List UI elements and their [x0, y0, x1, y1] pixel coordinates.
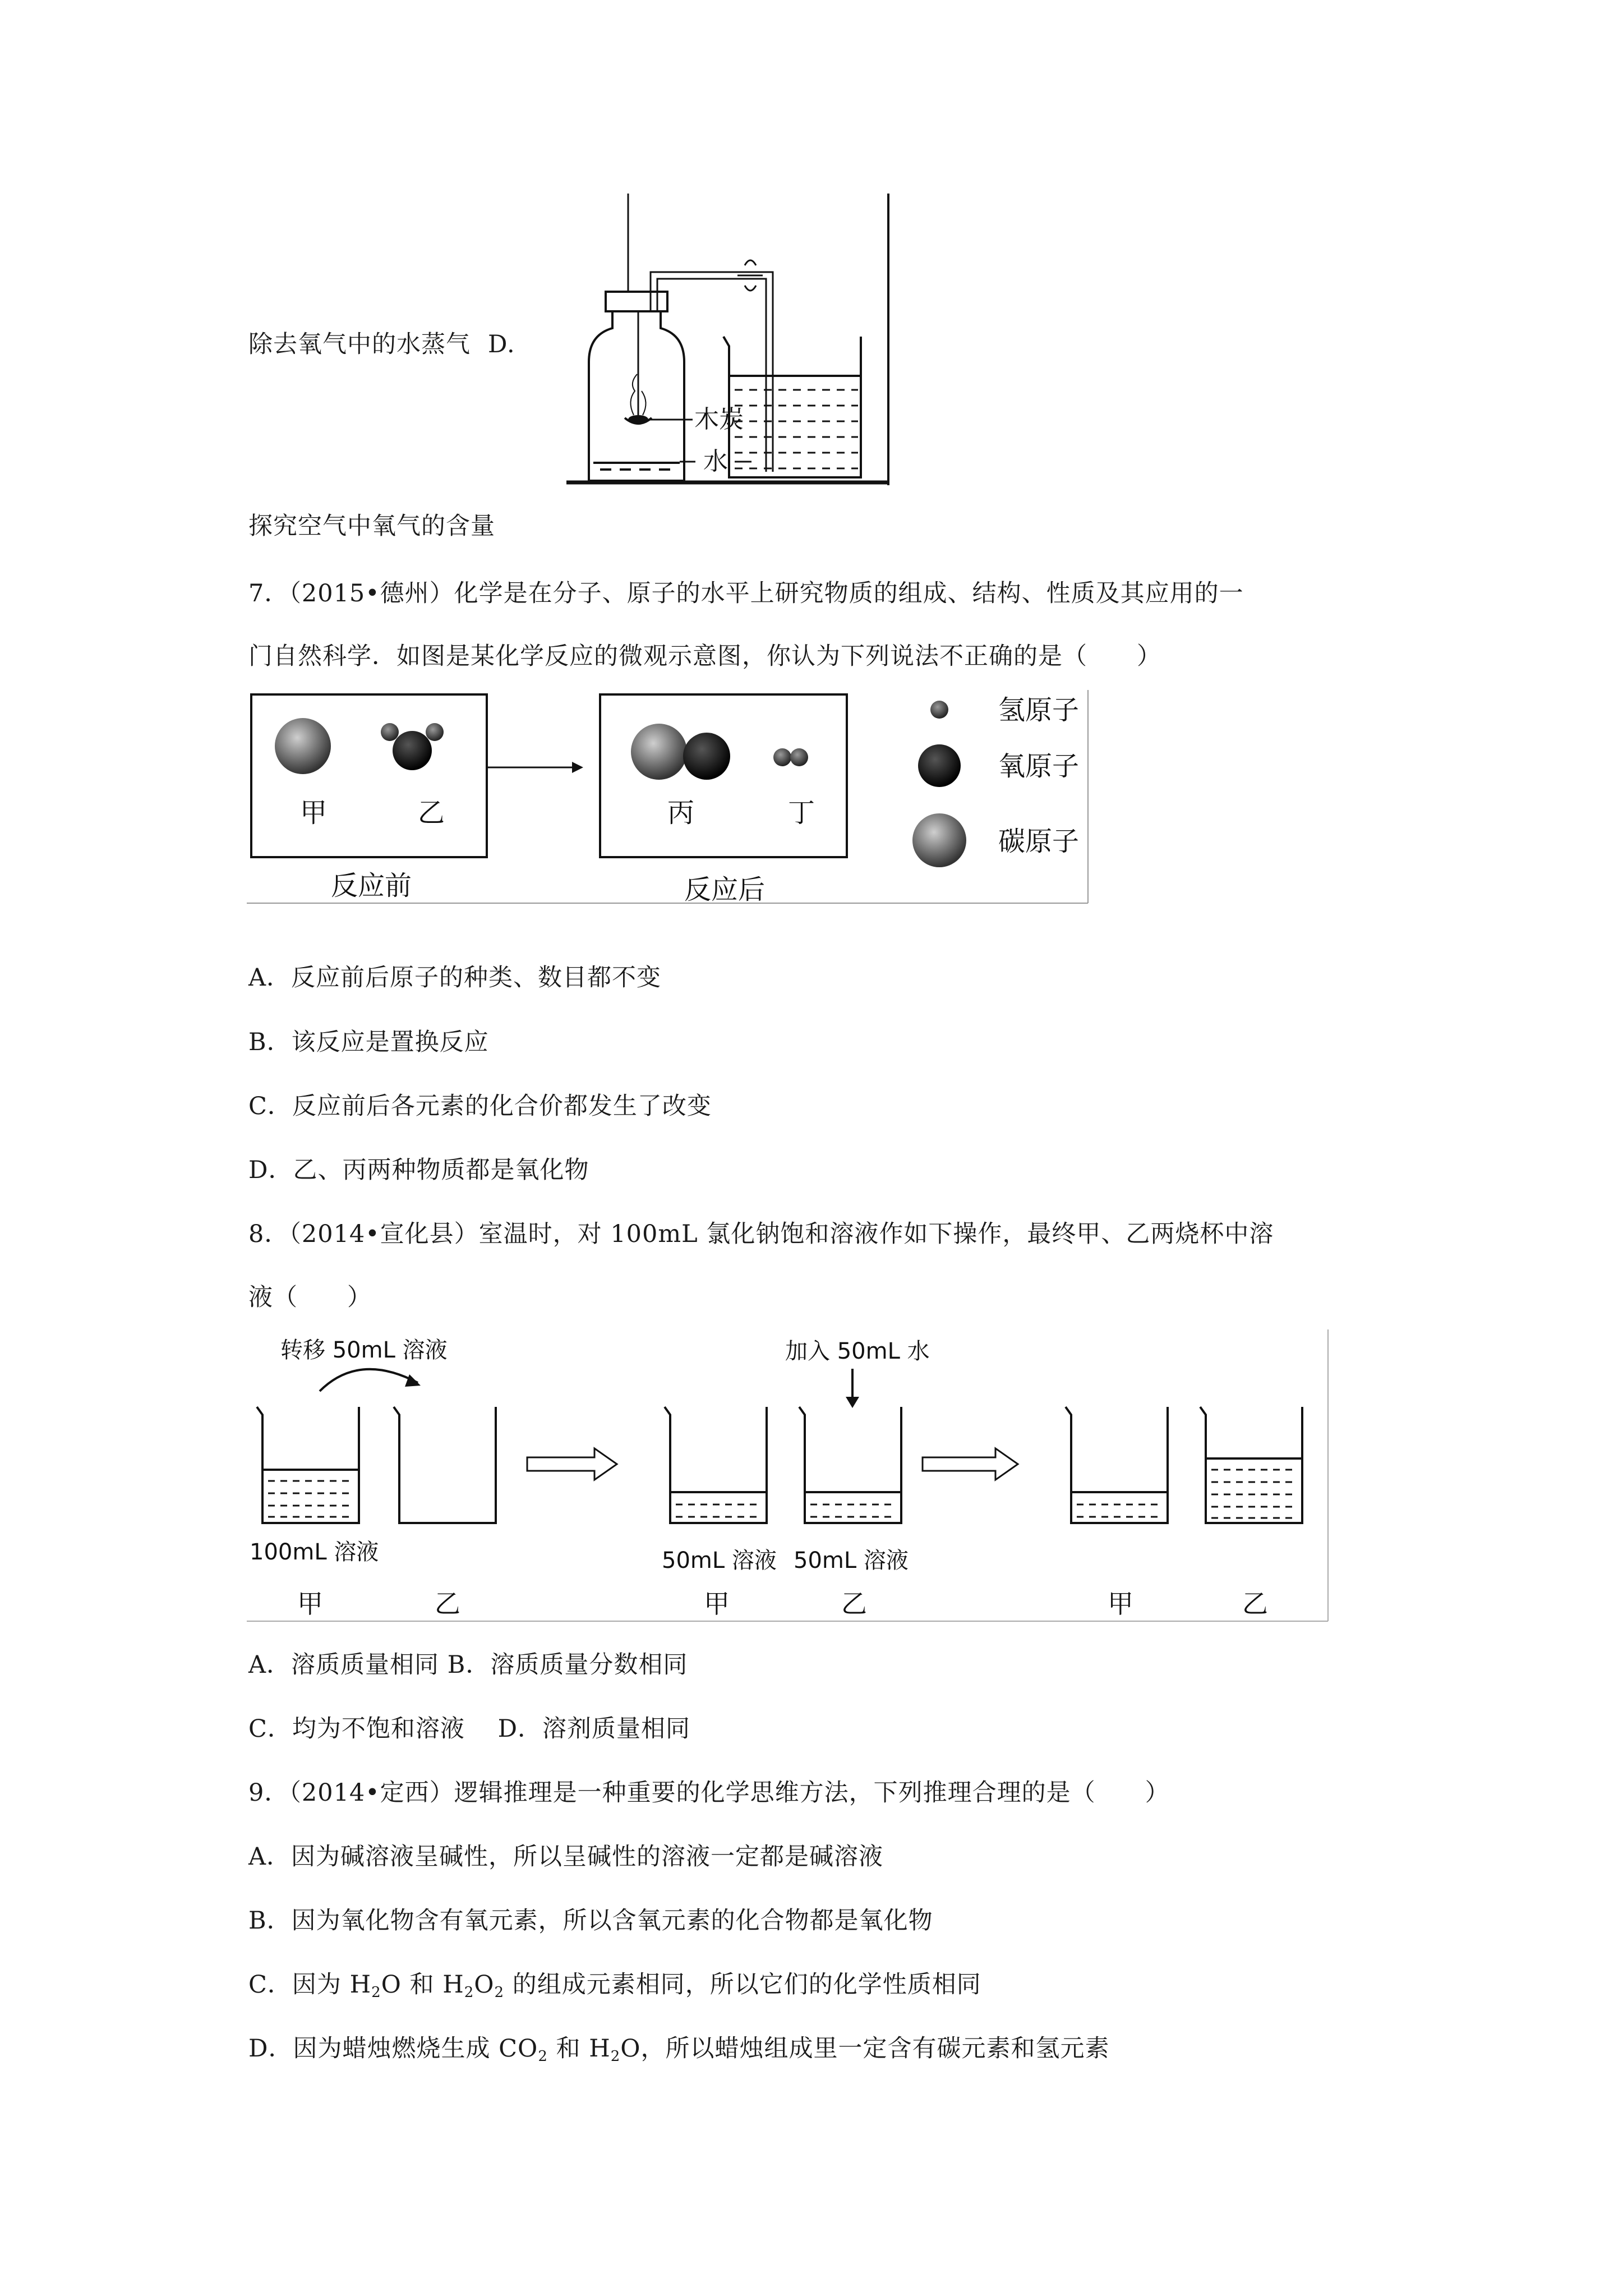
label-100ml: 100mL 溶液: [250, 1539, 379, 1565]
q7-option-d: D．乙、丙两种物质都是氧化物: [248, 1156, 589, 1184]
option-d-caption: 探究空气中氧气的含量: [248, 512, 495, 540]
step1-yi: 乙: [435, 1589, 460, 1619]
step3-yi: 乙: [1242, 1589, 1268, 1619]
q7-option-b: B．该反应是置换反应: [248, 1028, 489, 1056]
step1-jia: 甲: [297, 1589, 323, 1619]
q7-option-c: C．反应前后各元素的化合价都发生了改变: [248, 1092, 712, 1120]
transfer-label: 转移 50mL 溶液: [280, 1337, 448, 1363]
q7-jia: 甲: [300, 797, 328, 829]
q8-stem-line1: 8．（2014•宣化县）室温时，对 100mL 氯化钠饱和溶液作如下操作，最终甲、乙两烧杯中溶: [248, 1220, 1274, 1248]
q7-bing: 丙: [667, 797, 695, 829]
q9-option-a: A．因为碱溶液呈碱性，所以呈碱性的溶液一定都是碱溶液: [248, 1843, 884, 1871]
add-water-label: 加入 50mL 水: [785, 1338, 930, 1364]
option-d-marker: D.: [488, 330, 515, 358]
q9-option-c: C．因为 $H_2O$ 和 $H_2O_2$ 的组成元素相同，所以它们的化学性质相同: [248, 1971, 981, 2001]
q7-option-a: A．反应前后原子的种类、数目都不变: [248, 964, 662, 992]
q7-stem-line1: 7．（2015•德州）化学是在分子、原子的水平上研究物质的组成、结构、性质及其应用的一: [248, 579, 1244, 608]
before-label: 反应前: [331, 870, 412, 901]
label-50ml-a: 50mL 溶液: [662, 1548, 777, 1573]
q7-ding: 丁: [788, 797, 815, 829]
q9-option-d: D．因为蜡烛燃烧生成 $CO_2$ 和 $H_2O$，所以蜡烛组成里一定含有碳元素和氢元素: [248, 2035, 1110, 2065]
step2-jia: 甲: [704, 1589, 730, 1619]
beaker-operation-diagram: [247, 1329, 1335, 1627]
option-c-text: 除去氧气中的水蒸气: [248, 330, 471, 358]
reaction-micro-diagram: [247, 690, 1099, 914]
q8-options-ab: A．溶质质量相同 B．溶质质量分数相同: [248, 1651, 688, 1679]
step3-jia: 甲: [1108, 1589, 1133, 1619]
label-50ml-b: 50mL 溶液: [794, 1548, 909, 1573]
oxygen-content-apparatus-figure: [566, 194, 903, 496]
step2-yi: 乙: [841, 1589, 867, 1619]
q9-stem: 9．（2014•定西）逻辑推理是一种重要的化学思维方法，下列推理合理的是（ ）: [248, 1779, 1170, 1807]
water-label: 水: [703, 447, 728, 476]
q7-yi: 乙: [418, 797, 445, 829]
charcoal-label: 木炭: [694, 405, 744, 434]
legend-hydrogen: 氢原子: [998, 694, 1080, 726]
q8-stem-line2: 液（ ）: [248, 1283, 372, 1312]
q8-options-cd: C．均为不饱和溶液 D．溶剂质量相同: [248, 1715, 691, 1743]
legend-oxygen: 氧原子: [998, 751, 1080, 782]
after-label: 反应后: [684, 874, 766, 905]
q9-option-b: B．因为氧化物含有氧元素，所以含氧元素的化合物都是氧化物: [248, 1907, 933, 1935]
q7-stem-line2: 门自然科学．如图是某化学反应的微观示意图，你认为下列说法不正确的是（ ）: [248, 642, 1161, 670]
legend-carbon: 碳原子: [998, 826, 1080, 857]
